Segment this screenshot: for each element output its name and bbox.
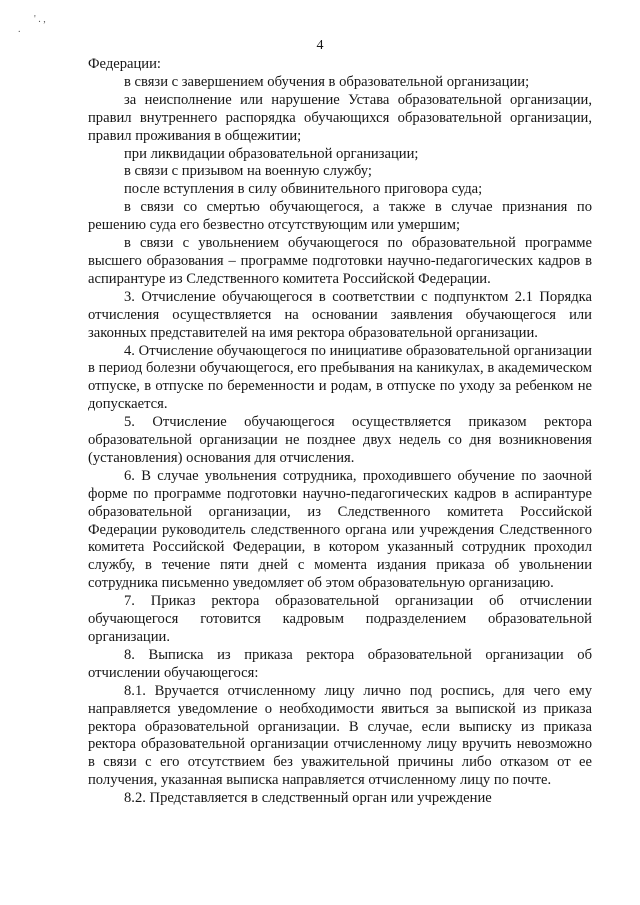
clause-8: 8. Выписка из приказа ректора образовательной организации об отчислении обучающегося: — [88, 646, 592, 681]
list-item-violation: за неисполнение или нарушение Устава образовательной организации, правил внутреннего распорядка обучающихся образовательной организации, правил проживания в общежитии; — [88, 91, 592, 144]
list-item-graduation: в связи с завершением обучения в образовательной организации; — [124, 73, 530, 90]
clause-3: 3. Отчисление обучающегося в соответствии с подпунктом 2.1 Порядка отчисления осуществляется на основании заявления обучающегося или законных представителей на имя ректора образовательной организации. — [88, 288, 592, 341]
list-item-military: в связи с призывом на военную службу; — [124, 163, 372, 180]
clause-8-2: 8.2. Представляется в следственный орган или учреждение — [124, 790, 492, 807]
document-body — [88, 56, 592, 808]
clause-4: 4. Отчисление обучающегося по инициативе образовательной организации в период болезни обучающегося, его пребывания на каникулах, в академическом отпуске, в отпуске по беременности и родам, в отпуске по уходу за ребенком не допускается. — [88, 342, 592, 413]
list-item-dismissal: в связи с увольнением обучающегося по образовательной программе высшего образования – программе подготовки научно-педагогических кадров в аспирантуре из Следственного комитета Российской Федерации. — [88, 235, 592, 287]
clause-5: 5. Отчисление обучающегося осуществляется приказом ректора образовательной организации не позднее двух недель со дня возникновения (установления) основания для отчисления. — [88, 414, 592, 466]
paragraph-intro: Федерации: — [88, 56, 161, 72]
scan-mark-left: . — [18, 24, 21, 35]
clause-7: 7. Приказ ректора образовательной организации об отчислении обучающегося готовится кадровым подразделением образовательной организации. — [88, 593, 592, 645]
list-item-death: в связи со смертью обучающегося, а также в случае признания по решению суда его безвестно отсутствующим или умершим; — [88, 199, 592, 234]
clause-6: 6. В случае увольнения сотрудника, проходившего обучение по заочной форме по программе подготовки научно-педагогических кадров в аспирантуре образовательной организации, из Следственного комитета Российской Федерации руководитель следственного органа или учреждения Следственного комитета Российской Федерации, в котором указанный сотрудник проходил службу, в течение пяти дней с момента издания приказа об увольнении сотрудника письменно уведомляет об этом образовательную организацию. — [88, 467, 592, 592]
list-item-liquidation: при ликвидации образовательной организации; — [124, 145, 419, 162]
list-item-sentence: после вступления в силу обвинительного приговора суда; — [124, 181, 483, 198]
clause-8-1: 8.1. Вручается отчисленному лицу лично под роспись, для чего ему направляется уведомление о необходимости явиться за выпиской из приказа ректора образовательной организации. В случае, если выписку из приказа ректора образовательной организации отчисленному лицу вручить невозможно в связи с его отсутствием без уважительной причины либо отказом от ее получения, указанная выписка направляется отчисленному лицу по почте. — [88, 682, 592, 789]
scan-mark-top-left: ' . , — [34, 14, 46, 25]
page-number: 4 — [316, 38, 324, 53]
